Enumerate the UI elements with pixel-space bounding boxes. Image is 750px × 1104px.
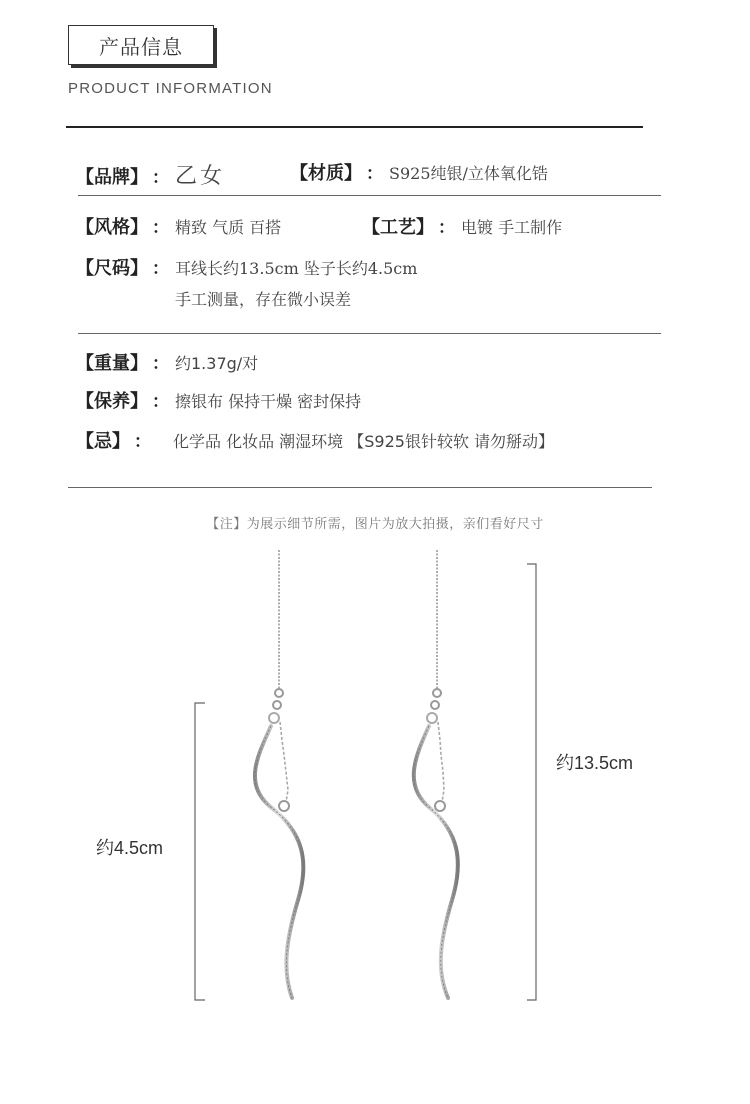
care-row: [76, 387, 361, 413]
colon: ：: [366, 164, 383, 184]
craft-row: [362, 213, 562, 239]
style-value: 精致 气质 百搭: [175, 218, 282, 237]
brand-value: 乙女: [175, 164, 226, 189]
weight-label: 【重量】: [76, 353, 148, 374]
size-value: 耳线长约13.5cm 坠子长约4.5cm: [175, 259, 418, 278]
size-label: 【尺码】: [76, 258, 148, 279]
avoid-label: 【忌】: [76, 431, 130, 452]
avoid-value: 化学品 化妆品 潮湿环境 【S925银针较软 请勿掰动】: [173, 432, 555, 451]
colon: ：: [152, 392, 169, 412]
pendant-bracket: [195, 703, 205, 1000]
care-label: 【保养】: [76, 391, 148, 412]
earring-illustration: [0, 540, 750, 1010]
section-subtitle: PRODUCT INFORMATION: [68, 80, 273, 97]
colon: ：: [152, 168, 169, 188]
colon: ：: [152, 354, 169, 374]
total-bracket: [527, 564, 536, 1000]
section-title: 产品信息: [68, 25, 214, 65]
avoid-row: [76, 427, 554, 453]
right-earring: [414, 550, 458, 998]
style-row: [76, 213, 281, 239]
size-note-row: [175, 287, 351, 310]
material-row: [290, 159, 548, 185]
colon: ：: [438, 218, 455, 238]
size-row: [76, 254, 417, 280]
weight-value: 约1.37g/对: [175, 354, 259, 373]
size-note: 手工测量，存在微小误差: [175, 290, 352, 309]
style-label: 【风格】: [76, 217, 148, 238]
colon: ：: [152, 259, 169, 279]
material-value: S925纯银/立体氧化锆: [389, 164, 548, 183]
size-notice: 【注】为展示细节所需，图片为放大拍摄，亲们看好尺寸: [206, 517, 544, 532]
colon: ：: [152, 218, 169, 238]
left-earring: [255, 550, 303, 998]
brand-row: [76, 159, 225, 190]
divider: [78, 333, 661, 334]
brand-label: 【品牌】: [76, 167, 148, 188]
craft-value: 电镀 手工制作: [461, 218, 563, 237]
weight-row: [76, 349, 258, 375]
colon: ：: [134, 432, 151, 452]
divider: [78, 195, 661, 196]
divider-thick: [66, 126, 643, 128]
total-length-label: 约13.5cm: [556, 753, 634, 773]
material-label: 【材质】: [290, 163, 362, 184]
care-value: 擦银布 保持干燥 密封保持: [175, 392, 362, 411]
pendant-length-label: 约4.5cm: [96, 838, 164, 858]
divider: [68, 487, 652, 488]
craft-label: 【工艺】: [362, 217, 434, 238]
